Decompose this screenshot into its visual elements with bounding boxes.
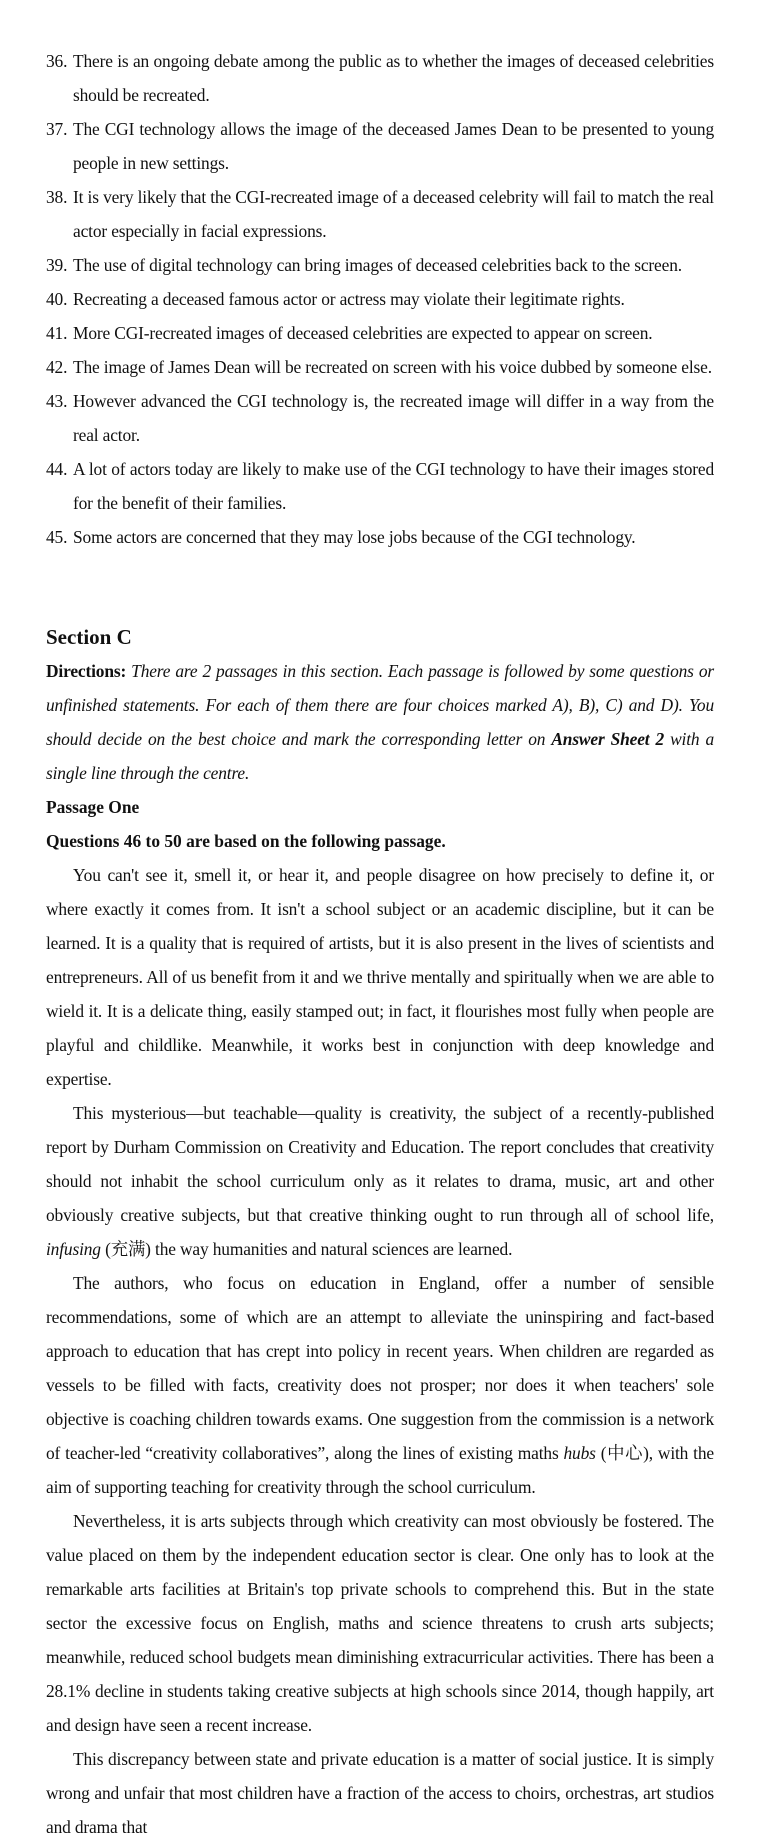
- directions-label: Directions:: [46, 661, 127, 681]
- passage-paragraph-4: Nevertheless, it is arts subjects through which creativity can most obviously be fostered. The value placed on them by the independent education sector is clear. One only has to look at the remarkable arts facilities at Britain's top private schools to comprehend this. But in the state sector the excessive focus on English, maths and science threatens to crush arts subjects; meanwhile, reduced school budgets mean diminishing extracurricular activities. There has been a 28.1% decline in students taking creative subjects at high schools since 2014, though happily, art and design have seen a recent increase.: [46, 1511, 714, 1735]
- glossed-word: infusing: [46, 1239, 101, 1259]
- glossed-word: hubs: [563, 1443, 596, 1463]
- statement-item: [46, 452, 714, 520]
- passage-paragraph-2: [46, 1096, 714, 1266]
- statement-number: 41.: [46, 323, 68, 343]
- statement-text: It is very likely that the CGI-recreated image of a deceased celebrity will fail to match the real actor especially in facial expressions.: [73, 187, 714, 241]
- paragraph-text: The authors, who focus on education in England, offer a number of sensible recommendations, some of which are an attempt to alleviate the uninspiring and fact-based approach to education that has crept into policy in recent years. When children are regarded as vessels to be filled with facts, creativity does not prosper; nor does it when teachers' sole objective is coaching children towards exams. One suggestion from the commission is a network of teacher-led “creativity collaboratives”, along the lines of existing maths: [46, 1273, 714, 1463]
- statement-item: [46, 112, 714, 180]
- statement-item: [46, 350, 714, 384]
- statement-number: 45.: [46, 527, 68, 547]
- statement-text: Recreating a deceased famous actor or actress may violate their legitimate rights.: [73, 289, 625, 309]
- statement-number: 37.: [46, 119, 68, 139]
- statement-item: [46, 384, 714, 452]
- statement-number: 42.: [46, 357, 68, 377]
- passage-paragraph-3: [46, 1266, 714, 1504]
- answer-sheet-ref: Answer Sheet 2: [551, 729, 665, 749]
- statement-text: However advanced the CGI technology is, the recreated image will differ in a way from the real actor.: [73, 391, 714, 445]
- statement-number: 44.: [46, 459, 68, 479]
- directions: [46, 654, 714, 790]
- statement-text: There is an ongoing debate among the public as to whether the images of deceased celebrities should be recreated.: [73, 51, 714, 105]
- statement-item: [46, 44, 714, 112]
- directions-text-end: with a single line through the centre.: [46, 729, 714, 783]
- section-title: Section C: [46, 625, 132, 649]
- passage-paragraph-5: This discrepancy between state and private education is a matter of social justice. It is simply wrong and unfair that most children have a fraction of the access to choirs, orchestras, art studios and drama that: [46, 1749, 714, 1837]
- statement-text: The use of digital technology can bring images of deceased celebrities back to the screen.: [73, 255, 682, 275]
- statement-list: [46, 44, 714, 554]
- statement-item: [46, 520, 714, 554]
- directions-text: There are 2 passages in this section. Each passage is followed by some questions or unfinished statements. For each of them there are four choices marked A), B), C) and D). You should decide on the best choice and mark the corresponding letter on: [46, 661, 714, 749]
- statement-item: [46, 248, 714, 282]
- statement-text: A lot of actors today are likely to make use of the CGI technology to have their images stored for the benefit of their families.: [73, 459, 714, 513]
- paragraph-text: This mysterious—but teachable—quality is creativity, the subject of a recently-published report by Durham Commission on Creativity and Education. The report concludes that creativity should not inhabit the school curriculum only as it relates to drama, music, art and other obviously creative subjects, but that creative thinking ought to run through all of school life,: [46, 1103, 714, 1225]
- statement-text: The image of James Dean will be recreated on screen with his voice dubbed by someone else.: [73, 357, 712, 377]
- passage-title: Passage One: [46, 797, 140, 817]
- passage-subtitle: Questions 46 to 50 are based on the following passage.: [46, 831, 446, 851]
- statement-number: 36.: [46, 51, 68, 71]
- passage-paragraph-1: You can't see it, smell it, or hear it, and people disagree on how precisely to define it, or where exactly it comes from. It isn't a school subject or an academic discipline, but it can be learned. It is a quality that is required of artists, but it is also present in the lives of scientists and entrepreneurs. All of us benefit from it and we thrive mentally and spiritually when we are able to wield it. It is a delicate thing, easily stamped out; in fact, it flourishes most fully when people are playful and childlike. Meanwhile, it works best in conjunction with deep knowledge and expertise.: [46, 865, 714, 1089]
- paragraph-text: (中心), with the aim of supporting teaching for creativity through the school curriculum.: [46, 1443, 714, 1497]
- statement-item: [46, 316, 714, 350]
- statement-text: The CGI technology allows the image of the deceased James Dean to be presented to young people in new settings.: [73, 119, 714, 173]
- statement-text: Some actors are concerned that they may lose jobs because of the CGI technology.: [73, 527, 636, 547]
- paragraph-text: (充满) the way humanities and natural sciences are learned.: [105, 1239, 513, 1259]
- statement-item: [46, 282, 714, 316]
- statement-number: 38.: [46, 187, 68, 207]
- statement-item: [46, 180, 714, 248]
- statement-number: 43.: [46, 391, 68, 411]
- statement-number: 39.: [46, 255, 68, 275]
- statement-number: 40.: [46, 289, 68, 309]
- statement-text: More CGI-recreated images of deceased celebrities are expected to appear on screen.: [73, 323, 653, 343]
